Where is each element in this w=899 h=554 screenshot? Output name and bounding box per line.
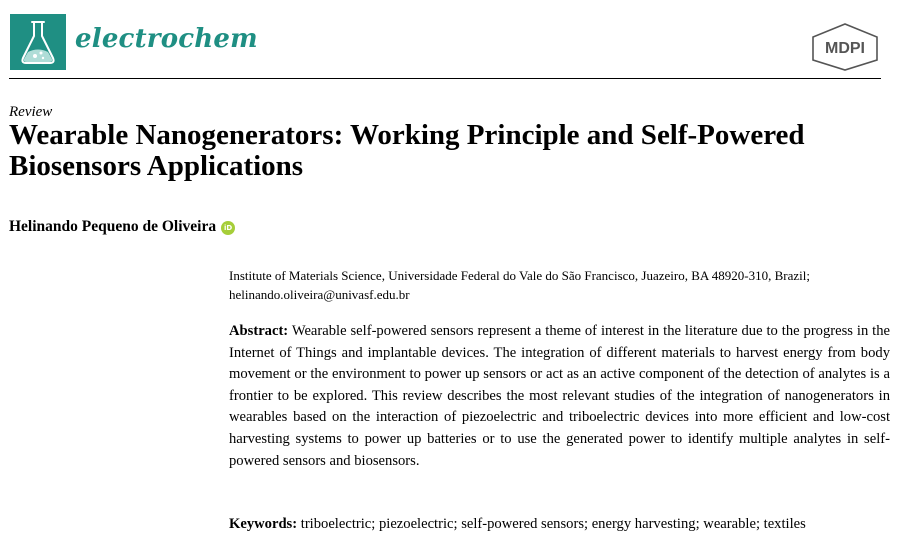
header-divider [9, 78, 881, 79]
flask-icon [10, 14, 66, 70]
journal-logo [10, 14, 66, 70]
abstract [229, 321, 890, 472]
keywords [229, 514, 889, 535]
affiliation-text: Institute of Materials Science, Universidade Federal do Vale do São Francisco, Juazeiro, BA 48920-310, Brazil; [229, 268, 811, 283]
affiliation-block [229, 266, 889, 304]
keywords-label: Keywords: [229, 516, 298, 532]
article-type: Review [9, 104, 53, 120]
publisher-logo [810, 22, 880, 77]
journal-name: electrochem [75, 24, 258, 54]
orcid-icon[interactable]: iD [221, 221, 235, 235]
author-name[interactable]: Helinando Pequeno de Oliveira [9, 218, 217, 235]
author-email[interactable]: helinando.oliveira@univasf.edu.br [229, 287, 410, 302]
publisher-logo-text: MDPI [825, 40, 865, 57]
abstract-text: Wearable self-powered sensors represent a theme of interest in the literature due to the progress in the Internet of Things and implantable devices. The integration of different materials to harvest energy from body movement or the environment to power up sensors or act as an active component of the detection of analytes is a frontier to be explored. This review describes the most relevant studies of the integration of nanogenerators in wearables based on the interaction of piezoelectric and triboelectric devices into more efficient and low-cost harvesting systems to power up batteries or to use the generated power to identify multiple analytes in self-powered sensors and biosensors. [229, 323, 890, 469]
article-title: Wearable Nanogenerators: Working Principle and Self-Powered Biosensors Applications [9, 119, 805, 182]
keywords-text: triboelectric; piezoelectric; self-powered sensors; energy harvesting; wearable; textiles [300, 516, 806, 532]
abstract-label: Abstract: [229, 323, 289, 339]
author-line [9, 218, 235, 236]
